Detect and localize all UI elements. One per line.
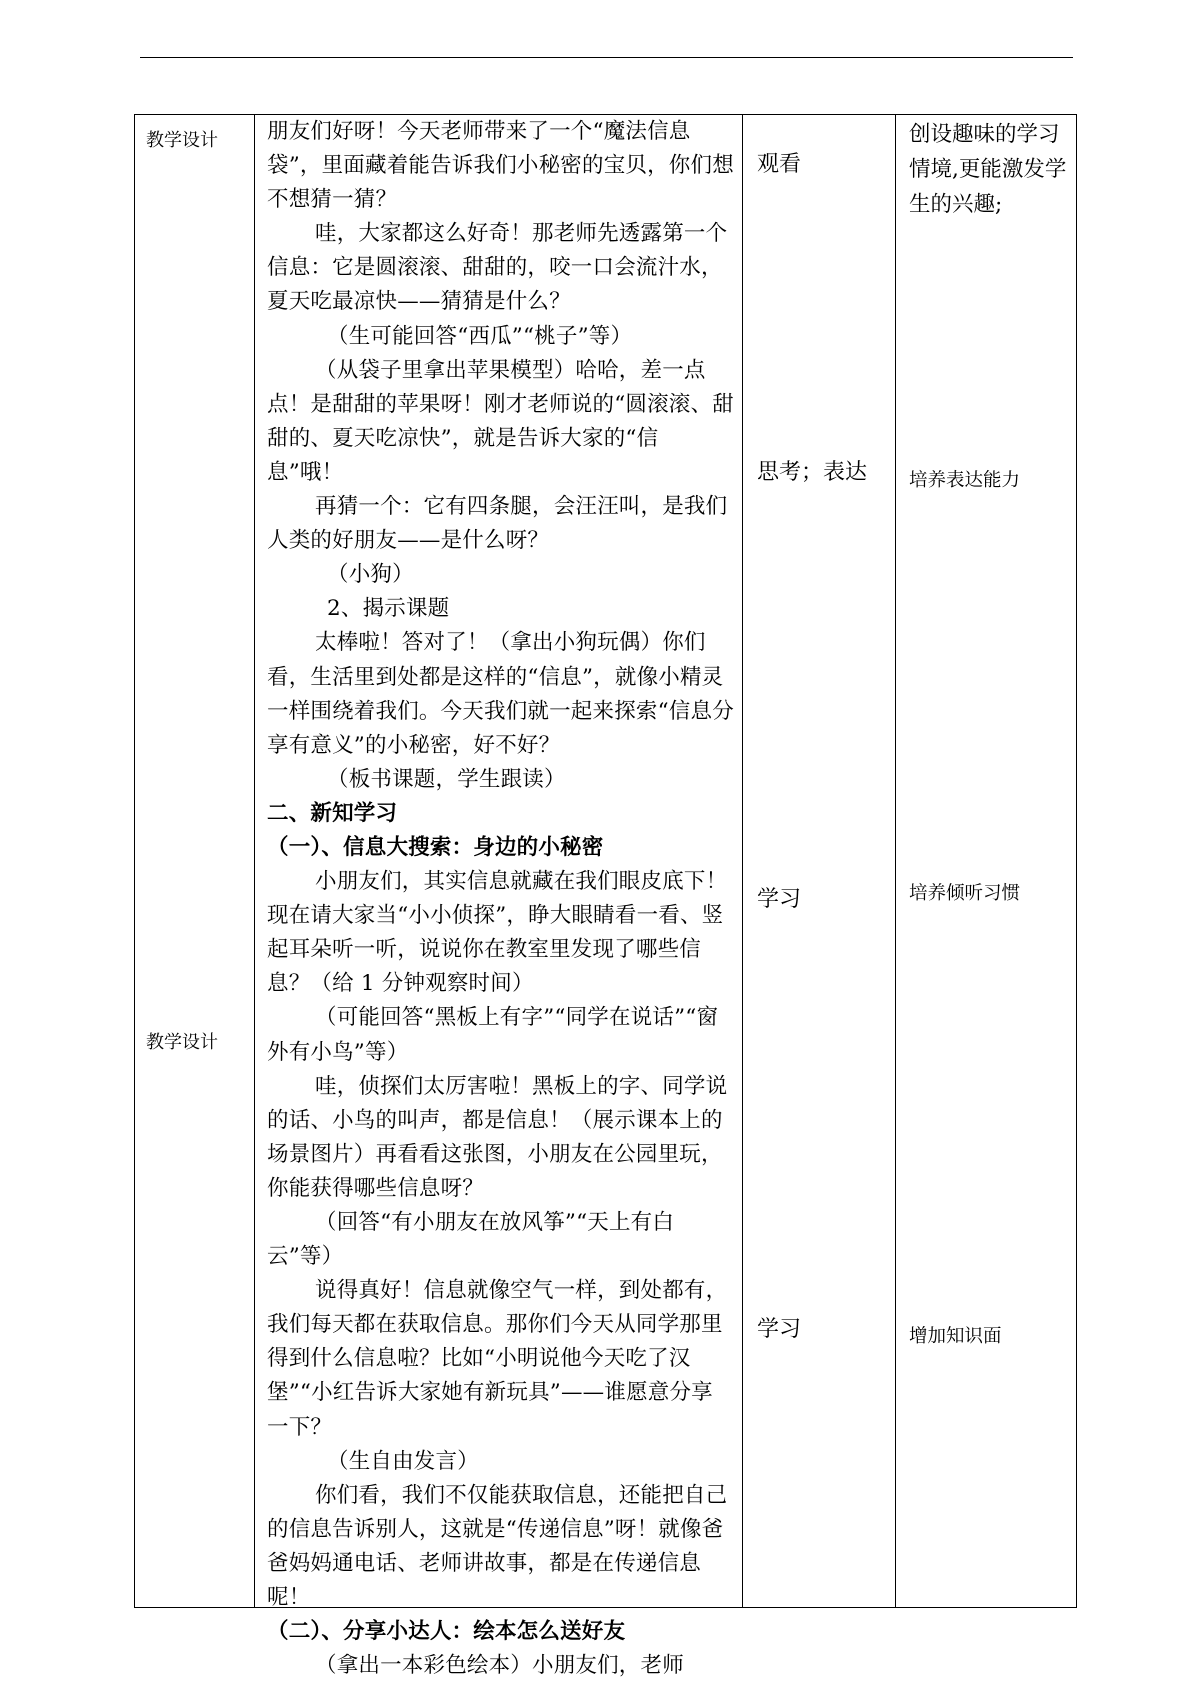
lesson-content — [267, 115, 734, 1683]
design-intent-note: 培养表达能力 — [909, 470, 1021, 491]
section-heading: 二、新知学习 — [267, 800, 398, 826]
student-activity-learn: 学习 — [757, 887, 802, 912]
subsection-heading: （二）、分享小达人：绘本怎么送好友 — [267, 1619, 626, 1645]
content-paragraph: （板书课题，学生跟读） — [327, 766, 566, 792]
column-divider-3 — [895, 115, 896, 1607]
header-rule — [140, 57, 1073, 58]
design-intent-note: 增加知识面 — [909, 1326, 1002, 1347]
content-paragraph: 说得真好！信息就像空气一样，到处都有，我们每天都在获取信息。那你们今天从同学那里得到什么信息啦？比如“小明说他今天吃了汉堡”“小红告诉大家她有新玩具”——谁愿意分享一下？ — [267, 1278, 728, 1440]
content-paragraph: （生自由发言） — [327, 1448, 479, 1474]
student-activity-think: 思考；表达 — [757, 460, 868, 485]
content-paragraph: 哇，侦探们太厉害啦！黑板上的字、同学说的话、小鸟的叫声，都是信息！（展示课本上的场景图片）再看看这张图，小朋友在公园里玩，你能获得哪些信息呀？ — [267, 1073, 728, 1201]
content-paragraph: （生可能回答“西瓜”“桃子”等） — [327, 323, 633, 349]
content-paragraph: 太棒啦！答对了！（拿出小狗玩偶）你们看，生活里到处都是这样的“信息”，就像小精灵一样围绕着我们。今天我们就一起来探索“信息分享有意义”的小秘密，好不好？ — [267, 630, 734, 758]
column-divider-1 — [254, 115, 255, 1607]
column-divider-2 — [742, 115, 743, 1607]
design-intent-note: 培养倾听习惯 — [909, 883, 1021, 904]
content-paragraph: 2、揭示课题 — [327, 596, 450, 622]
content-paragraph: 再猜一个：它有四条腿，会汪汪叫，是我们人类的好朋友——是什么呀？ — [267, 494, 728, 554]
content-paragraph: 哇，大家都这么好奇！那老师先透露第一个信息：它是圆滚滚、甜甜的，咬一口会流汁水，夏天吃最凉快——猜猜是什么？ — [267, 221, 728, 315]
student-activity-learn-2: 学习 — [757, 1317, 802, 1342]
row-label-middle: 教学设计 — [146, 1032, 218, 1053]
student-activity-watch: 观看 — [757, 152, 802, 177]
subsection-heading: （一）、信息大搜索：身边的小秘密 — [267, 834, 604, 860]
content-paragraph: （小狗） — [327, 562, 414, 588]
content-paragraph: （回答“有小朋友在放风筝”“天上有白云”等） — [267, 1210, 675, 1270]
row-label-top: 教学设计 — [146, 130, 218, 151]
design-intent-first: 创设趣味的学习情境,更能激发学生的兴趣; — [909, 122, 1067, 217]
content-paragraph: （从袋子里拿出苹果模型）哈哈，差一点点！是甜甜的苹果呀！刚才老师说的“圆滚滚、甜甜的、夏天吃凉快”，就是告诉大家的“信息”哦！ — [267, 357, 734, 485]
content-paragraph: 小朋友们，其实信息就藏在我们眼皮底下！现在请大家当“小小侦探”，睁大眼睛看一看、竖起耳朵听一听，说说你在教室里发现了哪些信息？（给 1 分钟观察时间） — [267, 869, 728, 997]
content-paragraph: （拿出一本彩色绘本）小朋友们，老师 — [315, 1653, 684, 1679]
content-paragraph: 你们看，我们不仅能获取信息，还能把自己的信息告诉别人，这就是“传递信息”呀！就像爸爸妈妈通电话、老师讲故事，都是在传递信息呢！ — [267, 1482, 728, 1611]
content-paragraph: （可能回答“黑板上有字”“同学在说话”“窗外有小鸟”等） — [267, 1005, 719, 1065]
content-paragraph: 朋友们好呀！今天老师带来了一个“魔法信息袋”，里面藏着能告诉我们小秘密的宝贝，你们想不想猜一猜？ — [267, 119, 734, 213]
